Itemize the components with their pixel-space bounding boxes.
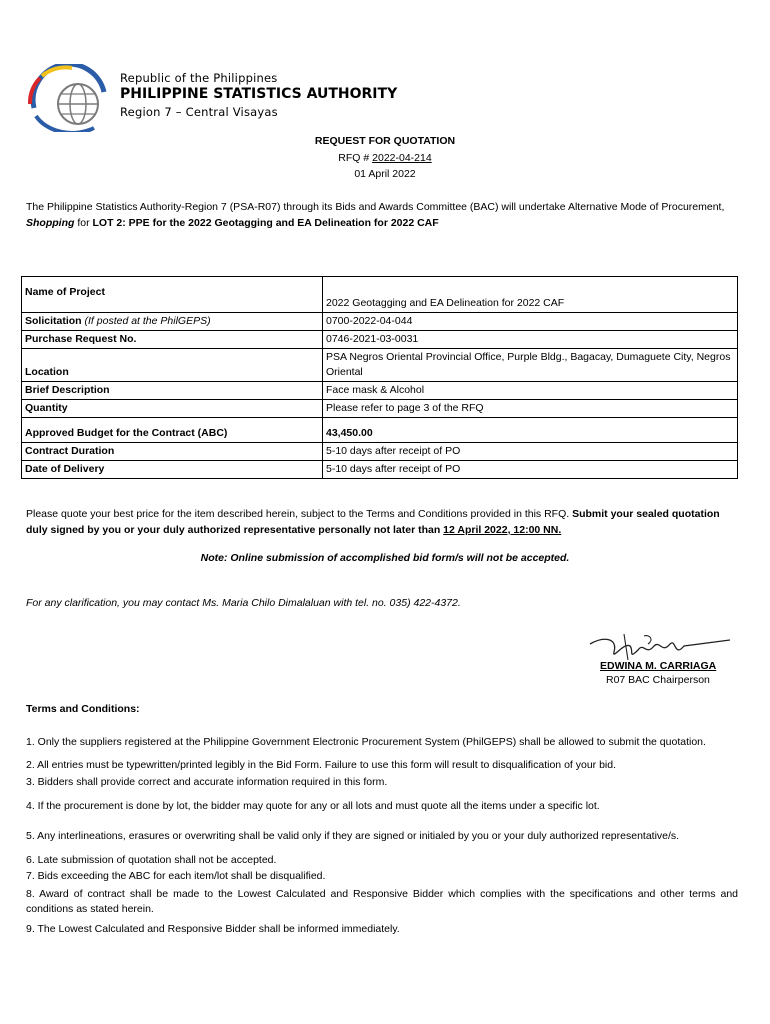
- term-8: 8. Award of contract shall be made to the Lowest Calculated and Responsive Bidder which complies with the specifications and other terms and conditions as stated herein.: [26, 888, 738, 915]
- value-delivery: 5-10 days after receipt of PO: [323, 461, 738, 479]
- signatory-position: R07 BAC Chairperson: [606, 674, 710, 686]
- header-agency: PHILIPPINE STATISTICS AUTHORITY: [120, 86, 398, 102]
- clarification-text: For any clarification, you may contact Ms. Maria Chilo Dimalaluan with tel. no. 035) 422-4372.: [26, 597, 461, 609]
- label-purchase-request: Purchase Request No.: [22, 331, 323, 349]
- header-republic: Republic of the Philippines: [120, 71, 278, 85]
- value-location: PSA Negros Oriental Provincial Office, Purple Bldg., Bagacay, Dumaguete City, Negros Oriental: [323, 349, 738, 382]
- term-7: 7. Bids exceeding the ABC for each item/lot shall be disqualified.: [26, 870, 326, 882]
- online-note: Note: Online submission of accomplished bid form/s will not be accepted.: [200, 552, 570, 564]
- term-2: 2. All entries must be typewritten/printed legibly in the Bid Form. Failure to use this form will result to disqualification of your bid.: [26, 759, 617, 771]
- intro-paragraph: The Philippine Statistics Authority-Region 7 (PSA-R07) through its Bids and Awards Committee (BAC) will undertake Alternative Mode of Procurement, Shopping for LOT 2: PPE for the 2022 Geotagging and EA Delineation for 2022 CAF: [26, 201, 725, 229]
- value-purchase-request: 0746-2021-03-0031: [323, 331, 738, 349]
- term-9: 9. The Lowest Calculated and Responsive Bidder shall be informed immediately.: [26, 923, 400, 935]
- document-title: REQUEST FOR QUOTATION: [314, 135, 456, 147]
- rfq-date: 01 April 2022: [354, 168, 416, 180]
- label-delivery: Date of Delivery: [22, 461, 323, 479]
- term-1: 1. Only the suppliers registered at the Philippine Government Electronic Procurement System (PhilGEPS) shall be allowed to submit the quotation.: [26, 736, 706, 748]
- rfq-number: RFQ # 2022-04-214: [338, 152, 432, 164]
- value-duration: 5-10 days after receipt of PO: [323, 443, 738, 461]
- label-description: Brief Description: [22, 382, 323, 400]
- value-abc: 43,450.00: [323, 418, 738, 443]
- term-3: 3. Bidders shall provide correct and accurate information required in this form.: [26, 776, 388, 788]
- term-4: 4. If the procurement is done by lot, the bidder may quote for any or all lots and must quote all the items under a specific lot.: [26, 800, 600, 812]
- psa-logo: [20, 64, 118, 132]
- signatory-name: EDWINA M. CARRIAGA: [600, 660, 717, 672]
- label-duration: Contract Duration: [22, 443, 323, 461]
- value-solicitation: 0700-2022-04-044: [323, 313, 738, 331]
- terms-title: Terms and Conditions:: [26, 703, 140, 715]
- quote-paragraph: Please quote your best price for the item described herein, subject to the Terms and Conditions provided in this RFQ. Submit your sealed quotation duly signed by you or your duly authorized representative personally not later than 12 April 2022, 12:00 NN.: [26, 508, 720, 536]
- label-project: Name of Project: [22, 277, 323, 313]
- term-5: 5. Any interlineations, erasures or overwriting shall be valid only if they are signed or initialed by you or your duly authorized representative/s.: [26, 830, 680, 842]
- term-6: 6. Late submission of quotation shall not be accepted.: [26, 854, 277, 866]
- value-quantity: Please refer to page 3 of the RFQ: [323, 400, 738, 418]
- label-solicitation: Solicitation (If posted at the PhilGEPS): [22, 313, 323, 331]
- label-abc: Approved Budget for the Contract (ABC): [22, 418, 323, 443]
- label-location: Location: [22, 349, 323, 382]
- value-description: Face mask & Alcohol: [323, 382, 738, 400]
- value-project: 2022 Geotagging and EA Delineation for 2022 CAF: [323, 277, 738, 313]
- label-quantity: Quantity: [22, 400, 323, 418]
- project-info-table: [21, 276, 738, 479]
- header-region: Region 7 – Central Visayas: [120, 105, 278, 119]
